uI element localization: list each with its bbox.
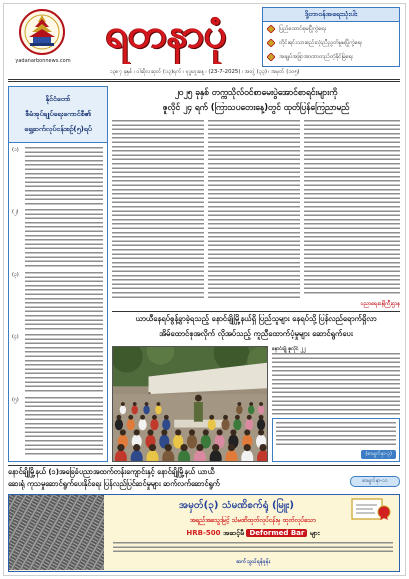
roadmap-item-text bbox=[25, 334, 103, 393]
second-article-body bbox=[272, 346, 400, 416]
roadmap-heading-line: စီမံအုပ်ချုပ်ရေးကောင်စီ၏ bbox=[25, 110, 91, 118]
steel-mill-advert bbox=[8, 494, 400, 572]
continued-label: စာမျက်နှာ-၁၁ bbox=[350, 476, 400, 487]
second-headline-line: ယာယီနေရပ်စွန့်ခွာခဲ့ရသည့် နောင်ချိုမြို့နယ်ရှိ ပြည်သူများ နေရပ်သို့ ပြန်လည်ရောက်ရှိလာ bbox=[135, 314, 377, 323]
advert-product-suffix: များ bbox=[309, 529, 320, 537]
second-headline bbox=[112, 314, 400, 344]
masthead-divider bbox=[8, 81, 400, 82]
third-headline-line: ဆေးရုံ ကုသမှုဆောင်ရွက်ပေးနိုင်ရေး ပြန်လည်ပြင်ဆင်မှုများ ဆက်လက်ဆောင်ရွက် bbox=[8, 479, 220, 488]
bullet-icon bbox=[267, 53, 275, 61]
lead-headline-line: ၂၀၂၅ ခုနှစ် တက္ကသိုလ်ဝင်စာမေးပွဲအောင်စာရင်းများကို bbox=[174, 87, 338, 97]
roadmap-item-text bbox=[25, 397, 103, 456]
newspaper-title: ရတနာပုံ bbox=[105, 10, 227, 57]
roadmap-item-number: (၁) bbox=[12, 147, 19, 153]
lead-article-source: ပညာရေးဝန်ကြီးဌာန bbox=[360, 301, 400, 307]
roadmap-heading-line: ရှေ့ဆက်လုပ်ငန်းစဉ်(၅)ရပ် bbox=[24, 125, 92, 133]
third-headline bbox=[8, 467, 348, 492]
newspaper-logo bbox=[18, 8, 66, 56]
advert-title: အမှတ်(၃) သံမဏိစက်ရုံ (မြူး) bbox=[179, 500, 294, 511]
roadmap-heading bbox=[9, 87, 107, 143]
advert-contact: ဆက်သွယ်ရန်ဖုန်း bbox=[235, 559, 271, 565]
slogan-item-label: အချုပ်အခြာအာဏာတည်တံ့ခိုင်မြဲရေး bbox=[279, 54, 354, 60]
roadmap-item bbox=[12, 147, 103, 206]
roadmap-item bbox=[12, 209, 103, 268]
roadmap-item-number: (၅) bbox=[12, 396, 19, 403]
second-headline-line: အိမ်ထောင်စုအလိုက် လိုအပ်သည့် ကူညီထောက်ပံ့မှုများ ဆောင်ရွက်ပေး bbox=[159, 329, 353, 338]
bullet-icon bbox=[267, 25, 275, 33]
lead-article-column bbox=[304, 120, 400, 296]
second-article-inset bbox=[272, 418, 400, 462]
slogan-item-label: တိုင်းရင်းသားစည်းလုံးညီညွတ်မှုမပြိုကွဲရေး bbox=[279, 40, 363, 46]
section-divider bbox=[8, 465, 400, 466]
second-article-dateline: နောင်ချို ဇူလိုင် ၂၂ bbox=[272, 346, 306, 352]
slogan-item bbox=[263, 36, 399, 50]
roadmap-item bbox=[12, 272, 103, 331]
roadmap-item-text bbox=[25, 272, 103, 331]
news-photo bbox=[112, 346, 268, 462]
roadmap-list bbox=[9, 143, 107, 461]
advert-tagline: အရည်အသွေးမြင့် သံမဏိထုတ်လုပ်ငန်းမှ ထုတ်လုပ်သော bbox=[190, 517, 316, 524]
section-divider bbox=[112, 311, 400, 312]
roadmap-box bbox=[8, 86, 108, 462]
slogan-box bbox=[262, 7, 400, 67]
roadmap-item-text bbox=[25, 209, 103, 268]
advert-text bbox=[113, 542, 393, 555]
slogan-item bbox=[263, 22, 399, 36]
advert-grade-suffix: အဆင့်မီ bbox=[222, 529, 245, 537]
website-url: yadanarbonnews.com bbox=[15, 58, 71, 64]
roadmap-item-number: (၂) bbox=[12, 209, 19, 216]
roadmap-item bbox=[12, 397, 103, 456]
second-article-text bbox=[272, 353, 400, 416]
advert-product-line bbox=[109, 527, 397, 540]
roadmap-heading-line: နိုင်ငံတော် bbox=[45, 95, 71, 103]
roadmap-item-number: (၄) bbox=[12, 334, 19, 341]
lead-headline-line: ဇူလိုင် ၂၄ ရက် (ကြာသပတေးနေ့)တွင် ထုတ်ပြန်ကြေညာမည် bbox=[162, 102, 350, 112]
advert-grade: HRB-500 bbox=[186, 529, 221, 537]
lead-article-column bbox=[112, 120, 204, 300]
roadmap-item-text bbox=[25, 147, 103, 206]
bullet-icon bbox=[267, 39, 275, 47]
third-headline-line: နောင်ချိုမြို့နယ် (၁)အခြေခံပညာအထက်တန်းကျောင်းနှင့် နောင်ချိုမြို့နယ် ယာယီ bbox=[8, 467, 215, 476]
slogan-title: ဒို့တာဝန်အရေးသုံးပါး bbox=[263, 8, 399, 22]
continued-label: (စာမျက်နှာ-၃) bbox=[361, 450, 396, 459]
slogan-item bbox=[263, 50, 399, 64]
rebar-bundle-image bbox=[9, 495, 104, 570]
roadmap-item bbox=[12, 334, 103, 393]
lead-headline bbox=[112, 87, 400, 117]
issue-dateline: ၁၃၈၇ ခုနှစ် ၊ ဝါဆိုလဆုတ် (၁၃)ရက် ၊ ဗုဒ္ဓဟူးနေ့ ၊ (23-7-2025) ၊ အတွဲ (၃၃) ၊ အမှတ် (၁၀၅) bbox=[109, 69, 300, 75]
masthead-divider bbox=[8, 79, 400, 80]
official-figure bbox=[194, 395, 203, 422]
inset-text bbox=[276, 422, 396, 448]
lead-article-column bbox=[208, 120, 300, 300]
advert-product: Deformed Bar bbox=[246, 529, 307, 537]
slogan-item-label: ပြည်ထောင်စုမပြိုကွဲရေး bbox=[279, 26, 327, 32]
roadmap-item-number: (၃) bbox=[12, 271, 19, 278]
